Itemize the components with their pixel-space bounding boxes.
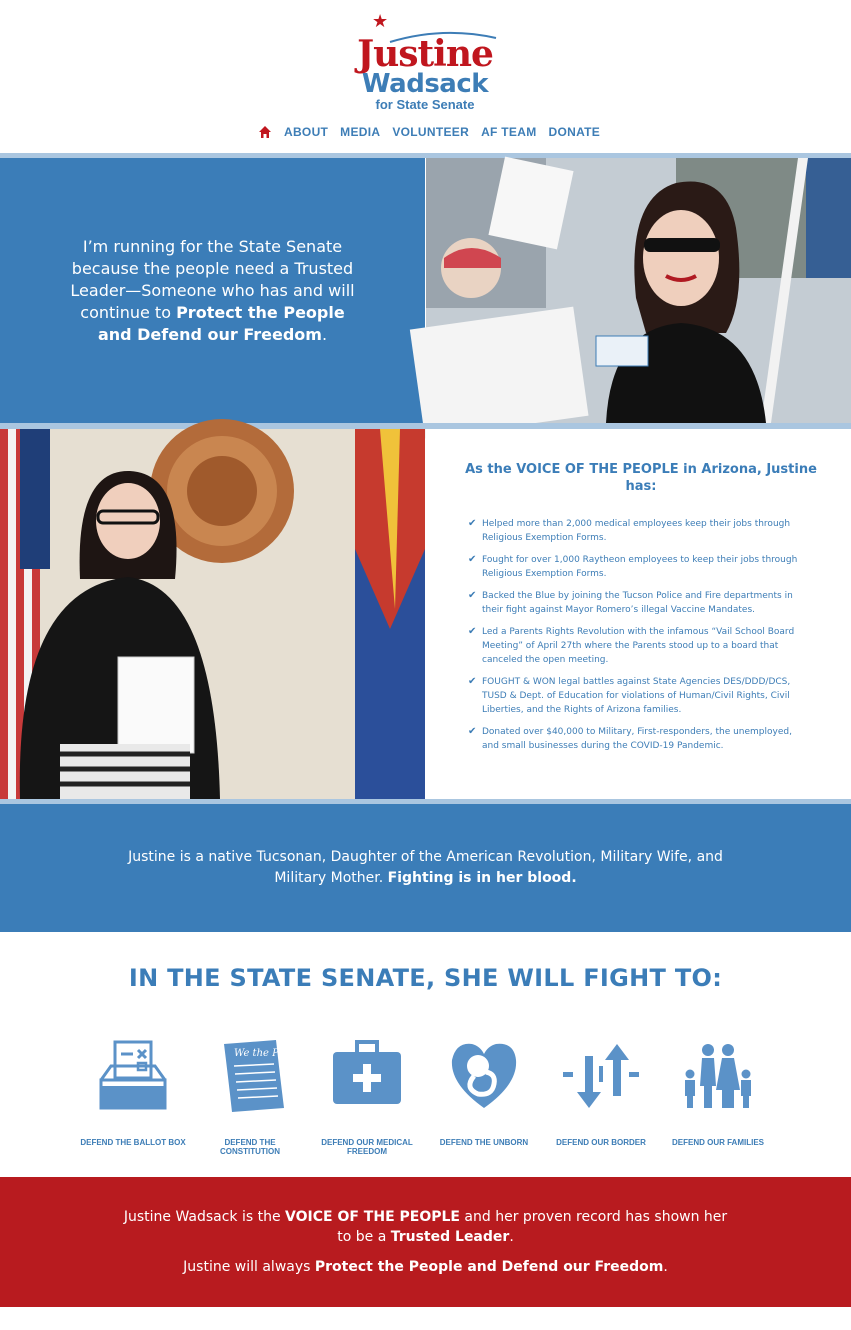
intro-text: I’m running for the State Senate because the people need a Trusted Leader—Someone who has and will continue to Protect the People and Defend our Freedom.	[70, 236, 355, 344]
constitution-icon	[210, 1036, 306, 1116]
list-item: ✔ Helped more than 2,000 medical employees keep their jobs through Religious Exemption Forms.	[468, 518, 791, 543]
fight-item-border	[546, 1036, 656, 1166]
fight-item-label: DEFEND THE BALLOT BOX	[80, 1138, 186, 1147]
checkmark-icon: ✔	[468, 626, 477, 637]
svg-text:We the People: We the People	[234, 1048, 306, 1059]
record-list	[468, 517, 808, 761]
fight-item-label: DEFEND THE CONSTITUTION	[220, 1138, 280, 1156]
unborn-icon	[444, 1036, 524, 1116]
closing-text-1: Justine Wadsack is the VOICE OF THE PEOPLE and her proven record has shown her to be a Trusted Leader.	[123, 1209, 728, 1245]
fight-item-constitution	[195, 1036, 305, 1166]
capitol-photo-illustration	[0, 429, 425, 799]
fight-item-families	[663, 1036, 773, 1166]
list-item: ✔ Fought for over 1,000 Raytheon employees to keep their jobs through Religious Exemption Forms.	[468, 554, 798, 579]
home-icon[interactable]	[258, 125, 272, 139]
list-item: ✔ Donated over $40,000 to Military, First-responders, the unemployed, and small businesses during the COVID-19 Pandemic.	[468, 726, 792, 751]
nav-af-team[interactable]: AF TEAM	[481, 125, 537, 139]
record-title: As the VOICE OF THE PEOPLE in Arizona, Justine has:	[465, 462, 817, 494]
checkmark-icon: ✔	[468, 554, 477, 565]
logo-first-name: Justine	[357, 33, 493, 75]
fight-item-label: DEFEND OUR BORDER	[556, 1138, 646, 1147]
fight-item-medical	[312, 1036, 422, 1166]
intro-panel	[0, 158, 425, 423]
main-nav	[258, 122, 600, 142]
fight-item-label: DEFEND OUR MEDICAL FREEDOM	[321, 1138, 413, 1156]
rally-photo-illustration	[426, 158, 851, 423]
checkmark-icon: ✔	[468, 676, 477, 687]
list-item: ✔ Backed the Blue by joining the Tucson Police and Fire departments in their fight against Mayor Romero’s illegal Vaccine Mandates.	[468, 590, 793, 615]
bio-banner	[0, 804, 851, 932]
site-header	[0, 0, 851, 153]
site-logo[interactable]	[330, 10, 520, 115]
star-icon: ★	[372, 11, 389, 31]
fight-item-label: DEFEND OUR FAMILIES	[671, 1138, 764, 1147]
medical-kit-icon	[327, 1036, 407, 1116]
fight-item-unborn	[429, 1036, 539, 1166]
closing-banner	[0, 1177, 851, 1307]
family-icon	[678, 1036, 758, 1116]
list-item: ✔ FOUGHT & WON legal battles against State Agencies DES/DDD/DCS, TUSD & Dept. of Education for violations of Human/Civil Rights, Civil Liberties, and the Rights of Arizona families.	[468, 676, 791, 715]
nav-volunteer[interactable]: VOLUNTEER	[392, 125, 470, 139]
logo-tagline: for State Senate	[375, 97, 475, 112]
rally-photo	[426, 158, 851, 423]
fight-title: IN THE STATE SENATE, SHE WILL FIGHT TO:	[128, 964, 723, 992]
fight-item-ballot-box	[78, 1036, 188, 1166]
closing-text-2: Justine will always Protect the People and Defend our Freedom.	[183, 1259, 668, 1275]
bio-text: Justine is a native Tucsonan, Daughter of the American Revolution, Military Wife, and Military Mother. Fighting is in her blood.	[128, 849, 723, 886]
nav-media[interactable]: MEDIA	[340, 125, 381, 139]
list-item: ✔ Led a Parents Rights Revolution with the infamous “Vail School Board Meeting” of April 27th where the Parents stood up to a board that canceled the open meeting.	[468, 626, 795, 665]
checkmark-icon: ✔	[468, 590, 477, 601]
fight-item-label: DEFEND THE UNBORN	[439, 1138, 529, 1147]
nav-donate[interactable]: DONATE	[548, 125, 601, 139]
checkmark-icon: ✔	[468, 518, 477, 529]
ballot-box-icon	[93, 1036, 173, 1116]
nav-about[interactable]: ABOUT	[284, 125, 329, 139]
border-icon	[561, 1036, 641, 1116]
record-panel	[426, 429, 851, 799]
logo-last-name: Wadsack	[361, 69, 489, 99]
capitol-photo	[0, 429, 425, 799]
checkmark-icon: ✔	[468, 726, 477, 737]
